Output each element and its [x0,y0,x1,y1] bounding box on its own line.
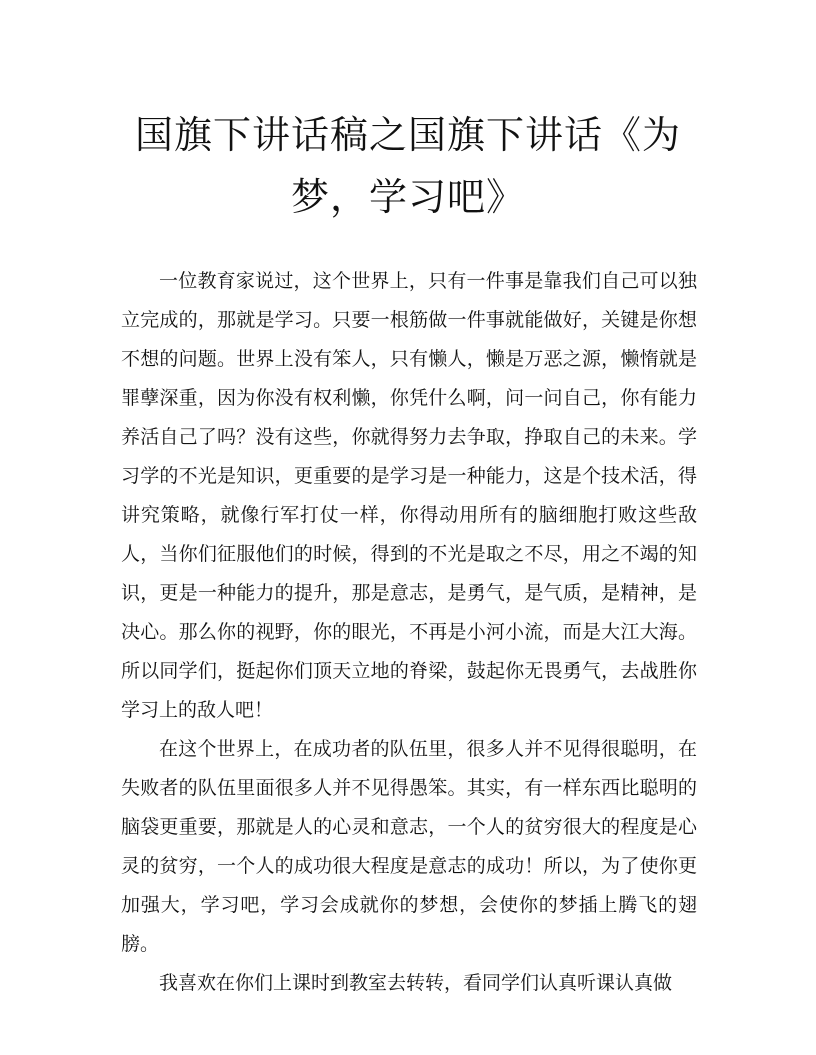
paragraph-3: 我喜欢在你们上课时到教室去转转，看同学们认真听课认真做 [159,972,673,994]
document-body [121,262,697,1003]
paragraph-1: 一位教育家说过，这个世界上，只有一件事是靠我们自己可以独立完成的，那就是学习。只要一根筋做一件事就能做好，关键是你想不想的问题。世界上没有笨人，只有懒人，懒是万恶之源，懒惰就是罪孽深重，因为你没有权利懒，你凭什么啊，问一问自己，你有能力养活自己了吗？没有这些，你就得努力去争取，挣取自己的未来。学习学的不光是知识，更重要的是学习是一种能力，这是个技术活，得讲究策略，就像行军打仗一样，你得动用所有的脑细胞打败这些敌人，当你们征服他们的时候，得到的不光是取之不尽，用之不竭的知识，更是一种能力的提升，那是意志，是勇气，是气质，是精神，是决心。那么你的视野，你的眼光，不再是小河小流，而是大江大海。所以同学们，挺起你们顶天立地的脊梁，鼓起你无畏勇气，去战胜你学习上的敌人吧！ [121,270,697,721]
paragraph-2: 在这个世界上，在成功者的队伍里，很多人并不见得很聪明，在失败者的队伍里面很多人并不见得愚笨。其实，有一样东西比聪明的脑袋更重要，那就是人的心灵和意志，一个人的贫穷很大的程度是心灵的贫穷，一个人的成功很大程度是意志的成功！所以，为了使你更加强大，学习吧，学习会成就你的梦想，会使你的梦插上腾飞的翅膀。 [121,738,697,955]
page-title: 国旗下讲话稿之国旗下讲话《为梦，学习吧》 [134,113,681,219]
